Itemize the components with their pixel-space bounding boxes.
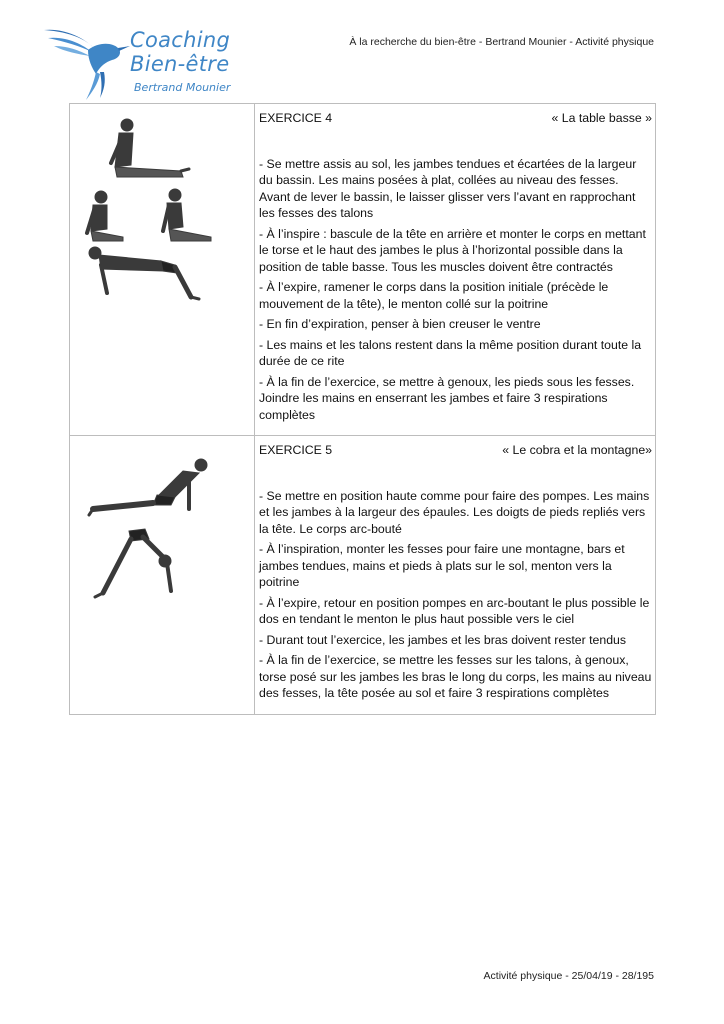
exercise-title: « Le cobra et la montagne» (502, 443, 652, 457)
logo-author: Bertrand Mounier (134, 81, 231, 94)
exercise-header (259, 110, 652, 127)
exercise-text-cell (255, 104, 656, 436)
exercise-header (259, 442, 652, 459)
exercise-number: EXERCICE 5 (259, 443, 333, 457)
hummingbird-icon (42, 22, 132, 102)
exercise-step: - À la fin de l’exercice, se mettre à genoux, les pieds sous les fesses. Joindre les mains en enserrant les jambes et faire 3 respirations complètes (259, 374, 635, 422)
page-footer: Activité physique - 25/04/19 - 28/195 (483, 970, 654, 982)
exercise-step: - À l’inspiration, monter les fesses pour faire une montagne, bars et jambes tendues, mains et pieds à plats sur le sol, menton vers la poitrine (259, 542, 625, 589)
exercise-step: - À l’inspire : bascule de la tête en arrière et monter le corps en mettant le torse et le haut des jambes le plus à l’horizontal possible dans la position de table basse. Tous les muscles doivent être contractés (259, 226, 646, 274)
exercise-illustration-cell (70, 436, 255, 715)
exercise-table (69, 103, 656, 715)
exercise-step: - Se mettre assis au sol, les jambes tendues et écartées de la largeur du bassin. Les mains posées à plat, collées au niveau des fesses. Avant de lever le bassin, le laisser glisser vers l’avant en rapprochant les fesses des talons (259, 156, 637, 220)
exercise-row (70, 436, 656, 715)
exercise-step: - À l’expire, retour en position pompes en arc-boutant le plus possible le dos en tendant le menton le plus haut possible vers le ciel (259, 595, 650, 626)
coaching-logo (42, 22, 242, 102)
exercise-step: - À la fin de l’exercice, se mettre les fesses sur les talons, à genoux, torse posé sur les jambes les bras le long du corps, les mains au niveau des fesses, la tête posée au sol et faire 3 respirations complètes (259, 653, 652, 700)
table-pose-illustration (71, 105, 253, 405)
exercise-step: - À l’expire, ramener le corps dans la position initiale (précède le mouvement de la tête), le menton collé sur la poitrine (259, 280, 609, 311)
exercise-text-cell (255, 436, 656, 715)
logo-line-2: Bien-être (130, 52, 230, 76)
logo-line-1: Coaching (130, 28, 231, 52)
exercise-illustration-cell (70, 104, 255, 436)
exercise-step: - Durant tout l’exercice, les jambes et les bras doivent rester tendus (259, 632, 627, 647)
exercise-step: - Se mettre en position haute comme pour faire des pompes. Les mains et les jambes à la largeur des épaules. Les doigts de pieds repliés vers la tête. Le corps arc-bouté (259, 488, 650, 536)
exercise-step: - En fin d’expiration, penser à bien creuser le ventre (259, 317, 541, 331)
exercise-row (70, 104, 656, 436)
exercise-title: « La table basse » (551, 111, 652, 125)
exercise-step: - Les mains et les talons restent dans la même position durant toute la durée de ce rite (259, 337, 642, 368)
header-title: À la recherche du bien-être - Bertrand Mounier - Activité physique (349, 36, 654, 48)
cobra-mountain-illustration (71, 437, 253, 617)
exercise-number: EXERCICE 4 (259, 111, 333, 125)
